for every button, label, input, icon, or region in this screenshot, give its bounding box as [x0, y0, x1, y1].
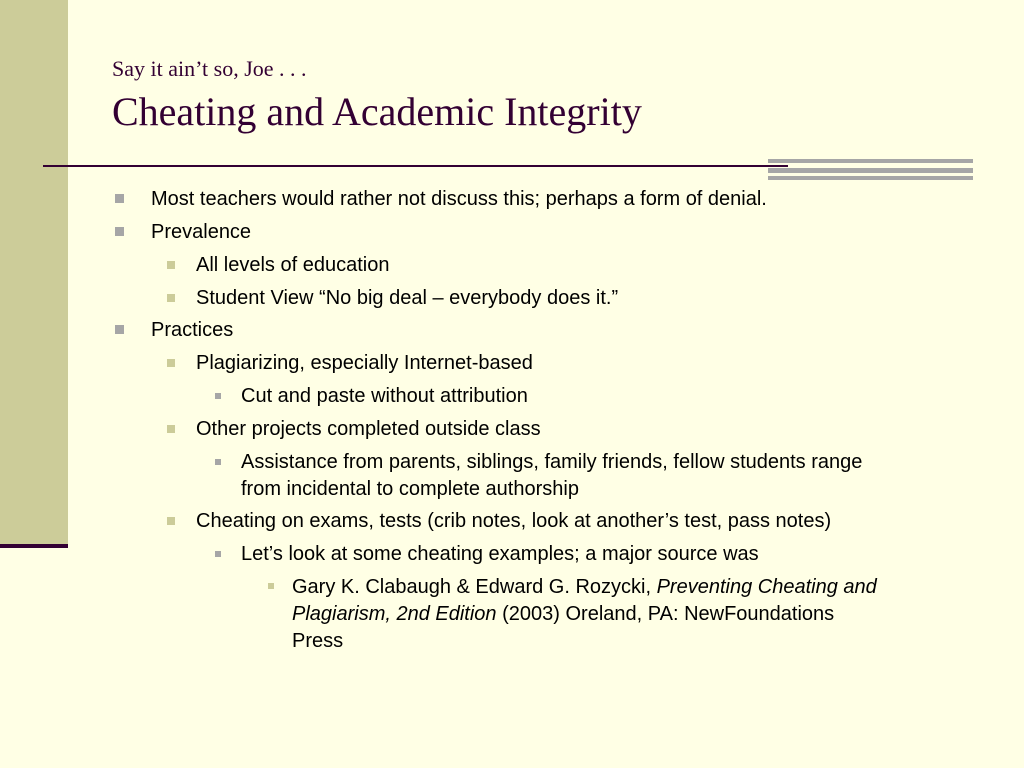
reference-line-1	[292, 574, 877, 600]
square-bullet-icon	[167, 359, 175, 367]
square-bullet-icon	[167, 261, 175, 269]
square-bullet-icon	[115, 325, 124, 334]
square-bullet-icon	[167, 517, 175, 525]
reference-line-3: Press	[292, 630, 344, 652]
square-bullet-icon	[268, 583, 274, 589]
reference-title: Preventing Cheating and	[656, 576, 877, 598]
square-bullet-icon	[115, 227, 124, 236]
left-decorative-band	[0, 0, 68, 546]
bullet-item: Plagiarizing, especially Internet-based	[196, 352, 533, 374]
square-bullet-icon	[115, 194, 124, 203]
bullet-item: Most teachers would rather not discuss this; perhaps a form of denial.	[151, 188, 767, 210]
accent-bar-middle	[768, 168, 973, 173]
slide-subtitle: Say it ain’t so, Joe . . .	[112, 56, 307, 81]
square-bullet-icon	[215, 393, 221, 399]
square-bullet-icon	[215, 459, 221, 465]
square-bullet-icon	[215, 551, 221, 557]
bullet-item: Student View “No big deal – everybody does it.”	[196, 287, 619, 309]
bullet-item: All levels of education	[196, 254, 390, 276]
bullet-item: Let’s look at some cheating examples; a major source was	[241, 543, 759, 565]
bullet-item: Practices	[151, 319, 234, 341]
square-bullet-icon	[167, 425, 175, 433]
reference-publisher: (2003) Oreland, PA: NewFoundations	[496, 603, 835, 625]
bullet-item: Cheating on exams, tests (crib notes, look at another’s test, pass notes)	[196, 510, 832, 532]
band-underline	[0, 544, 68, 548]
reference-line-2	[292, 601, 834, 627]
accent-bar-top	[768, 159, 973, 163]
square-bullet-icon	[167, 294, 175, 302]
bullet-item: Other projects completed outside class	[196, 418, 541, 440]
accent-bar-bottom	[768, 176, 973, 180]
bullet-item: Cut and paste without attribution	[241, 385, 528, 407]
bullet-item: Prevalence	[151, 221, 252, 243]
reference-title-continued: Plagiarism, 2nd Edition	[292, 603, 497, 625]
title-divider	[43, 165, 788, 167]
slide-title: Cheating and Academic Integrity	[112, 89, 642, 134]
reference-authors: Gary K. Clabaugh & Edward G. Rozycki,	[292, 576, 657, 598]
bullet-item-continuation: from incidental to complete authorship	[241, 478, 579, 500]
bullet-item: Assistance from parents, siblings, family friends, fellow students range	[241, 451, 863, 473]
